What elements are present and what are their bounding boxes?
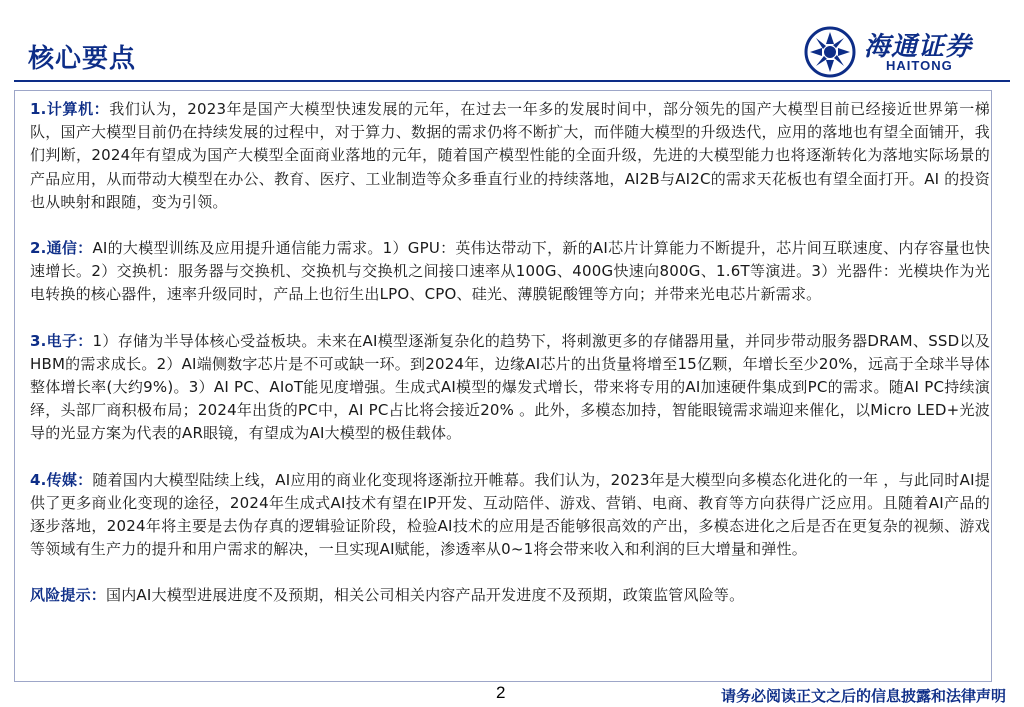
key-points-body: [30, 98, 990, 631]
page-number: 2: [496, 683, 506, 702]
section-text: 1）存储为半导体核心受益板块。未来在AI模型逐渐复杂化的趋势下，将刺激更多的存储器用量，并同步带动服务器DRAM、SSD以及HBM的需求成长。2）AI端侧数字芯片是不可或缺一环。到2024年，边缘AI芯片的出货量将增至15亿颗，年增长至少20%，远高于全球半导体整体增长率(大约9%)。3）AI PC、AIoT能见度增强。生成式AI模型的爆发式增长，带来将专用的AI加速硬件集成到PC的需求。随AI PC持续演绎，头部厂商积极布局；2024年出货的PC中，AI PC占比将会接近20% 。此外，多模态加持，智能眼镜需求端迎来催化，以Micro LED+光波导的光显方案为代表的AR眼镜，有望成为AI大模型的极佳载体。: [30, 331, 990, 443]
page-title: 核心要点: [28, 44, 137, 74]
legal-disclaimer: 请务必阅读正文之后的信息披露和法律声明: [720, 687, 1006, 705]
section-text: 国内AI大模型进展进度不及预期，相关公司相关内容产品开发进度不及预期，政策监管风险等。: [106, 586, 745, 605]
section-media: [30, 469, 990, 562]
haitong-logo-icon: [804, 26, 856, 78]
section-telecom: [30, 237, 990, 307]
section-label: 风险提示：: [30, 586, 107, 605]
section-computer: [30, 98, 990, 214]
haitong-logo: [804, 24, 1004, 80]
section-text: 我们认为，2023年是国产大模型快速发展的元年，在过去一年多的发展时间中，部分领先的国产大模型目前已经接近世界第一梯队，国产大模型目前仍在持续发展的过程中，对于算力、数据的需求仍将不断扩大，而伴随大模型的升级迭代，应用的落地也有望全面铺开，我们判断，2024年有望成为国产大模型全面商业落地的元年，随着国产模型性能的全面升级，先进的大模型能力也将逐渐转化为落地实际场景的产品应用，从而带动大模型在办公、教育、医疗、工业制造等众多垂直行业的持续落地，AI2B与AI2C的需求天花板也有望全面打开。AI 的投资也从映射和跟随，变为引领。: [30, 100, 990, 211]
section-label: 3.电子：: [30, 331, 93, 350]
section-label: 2.通信：: [30, 239, 93, 258]
title-divider: [14, 80, 1010, 82]
section-label: 1.计算机：: [30, 100, 110, 118]
logo-chinese-name: 海通证券: [864, 32, 973, 62]
section-electronics: [30, 330, 990, 446]
section-text: 随着国内大模型陆续上线，AI应用的商业化变现将逐渐拉开帷幕。我们认为，2023年是大模型向多模态化进化的一年 ，与此同时AI提供了更多商业化变现的途径，2024年生成式AI技术有望在IP开发、互动陪伴、游戏、营销、电商、教育等方向获得广泛应用。且随着AI产品的逐步落地，2024年将主要是去伪存真的逻辑验证阶段，检验AI技术的应用是否能够很高效的产出，多模态进化之后是否在更复杂的视频、游戏等领域有生产力的提升和用户需求的解决，一旦实现AI赋能，渗透率从0~1将会带来收入和利润的巨大增量和弹性。: [30, 470, 990, 559]
logo-english-name: HAITONG: [886, 58, 953, 73]
section-text: AI的大模型训练及应用提升通信能力需求。1）GPU：英伟达带动下，新的AI芯片计算能力不断提升，芯片间互联速度、内存容量也快速增长。2）交换机：服务器与交换机、交换机与交换机之间接口速率从100G、400G快速向800G、1.6T等演进。3）光器件：光模块作为光电转换的核心器件，速率升级同时，产品上也衍生出LPO、CPO、硅光、薄膜铌酸锂等方向；并带来光电芯片新需求。: [30, 239, 991, 304]
section-risk: [30, 584, 990, 607]
section-label: 4.传媒：: [30, 470, 93, 489]
